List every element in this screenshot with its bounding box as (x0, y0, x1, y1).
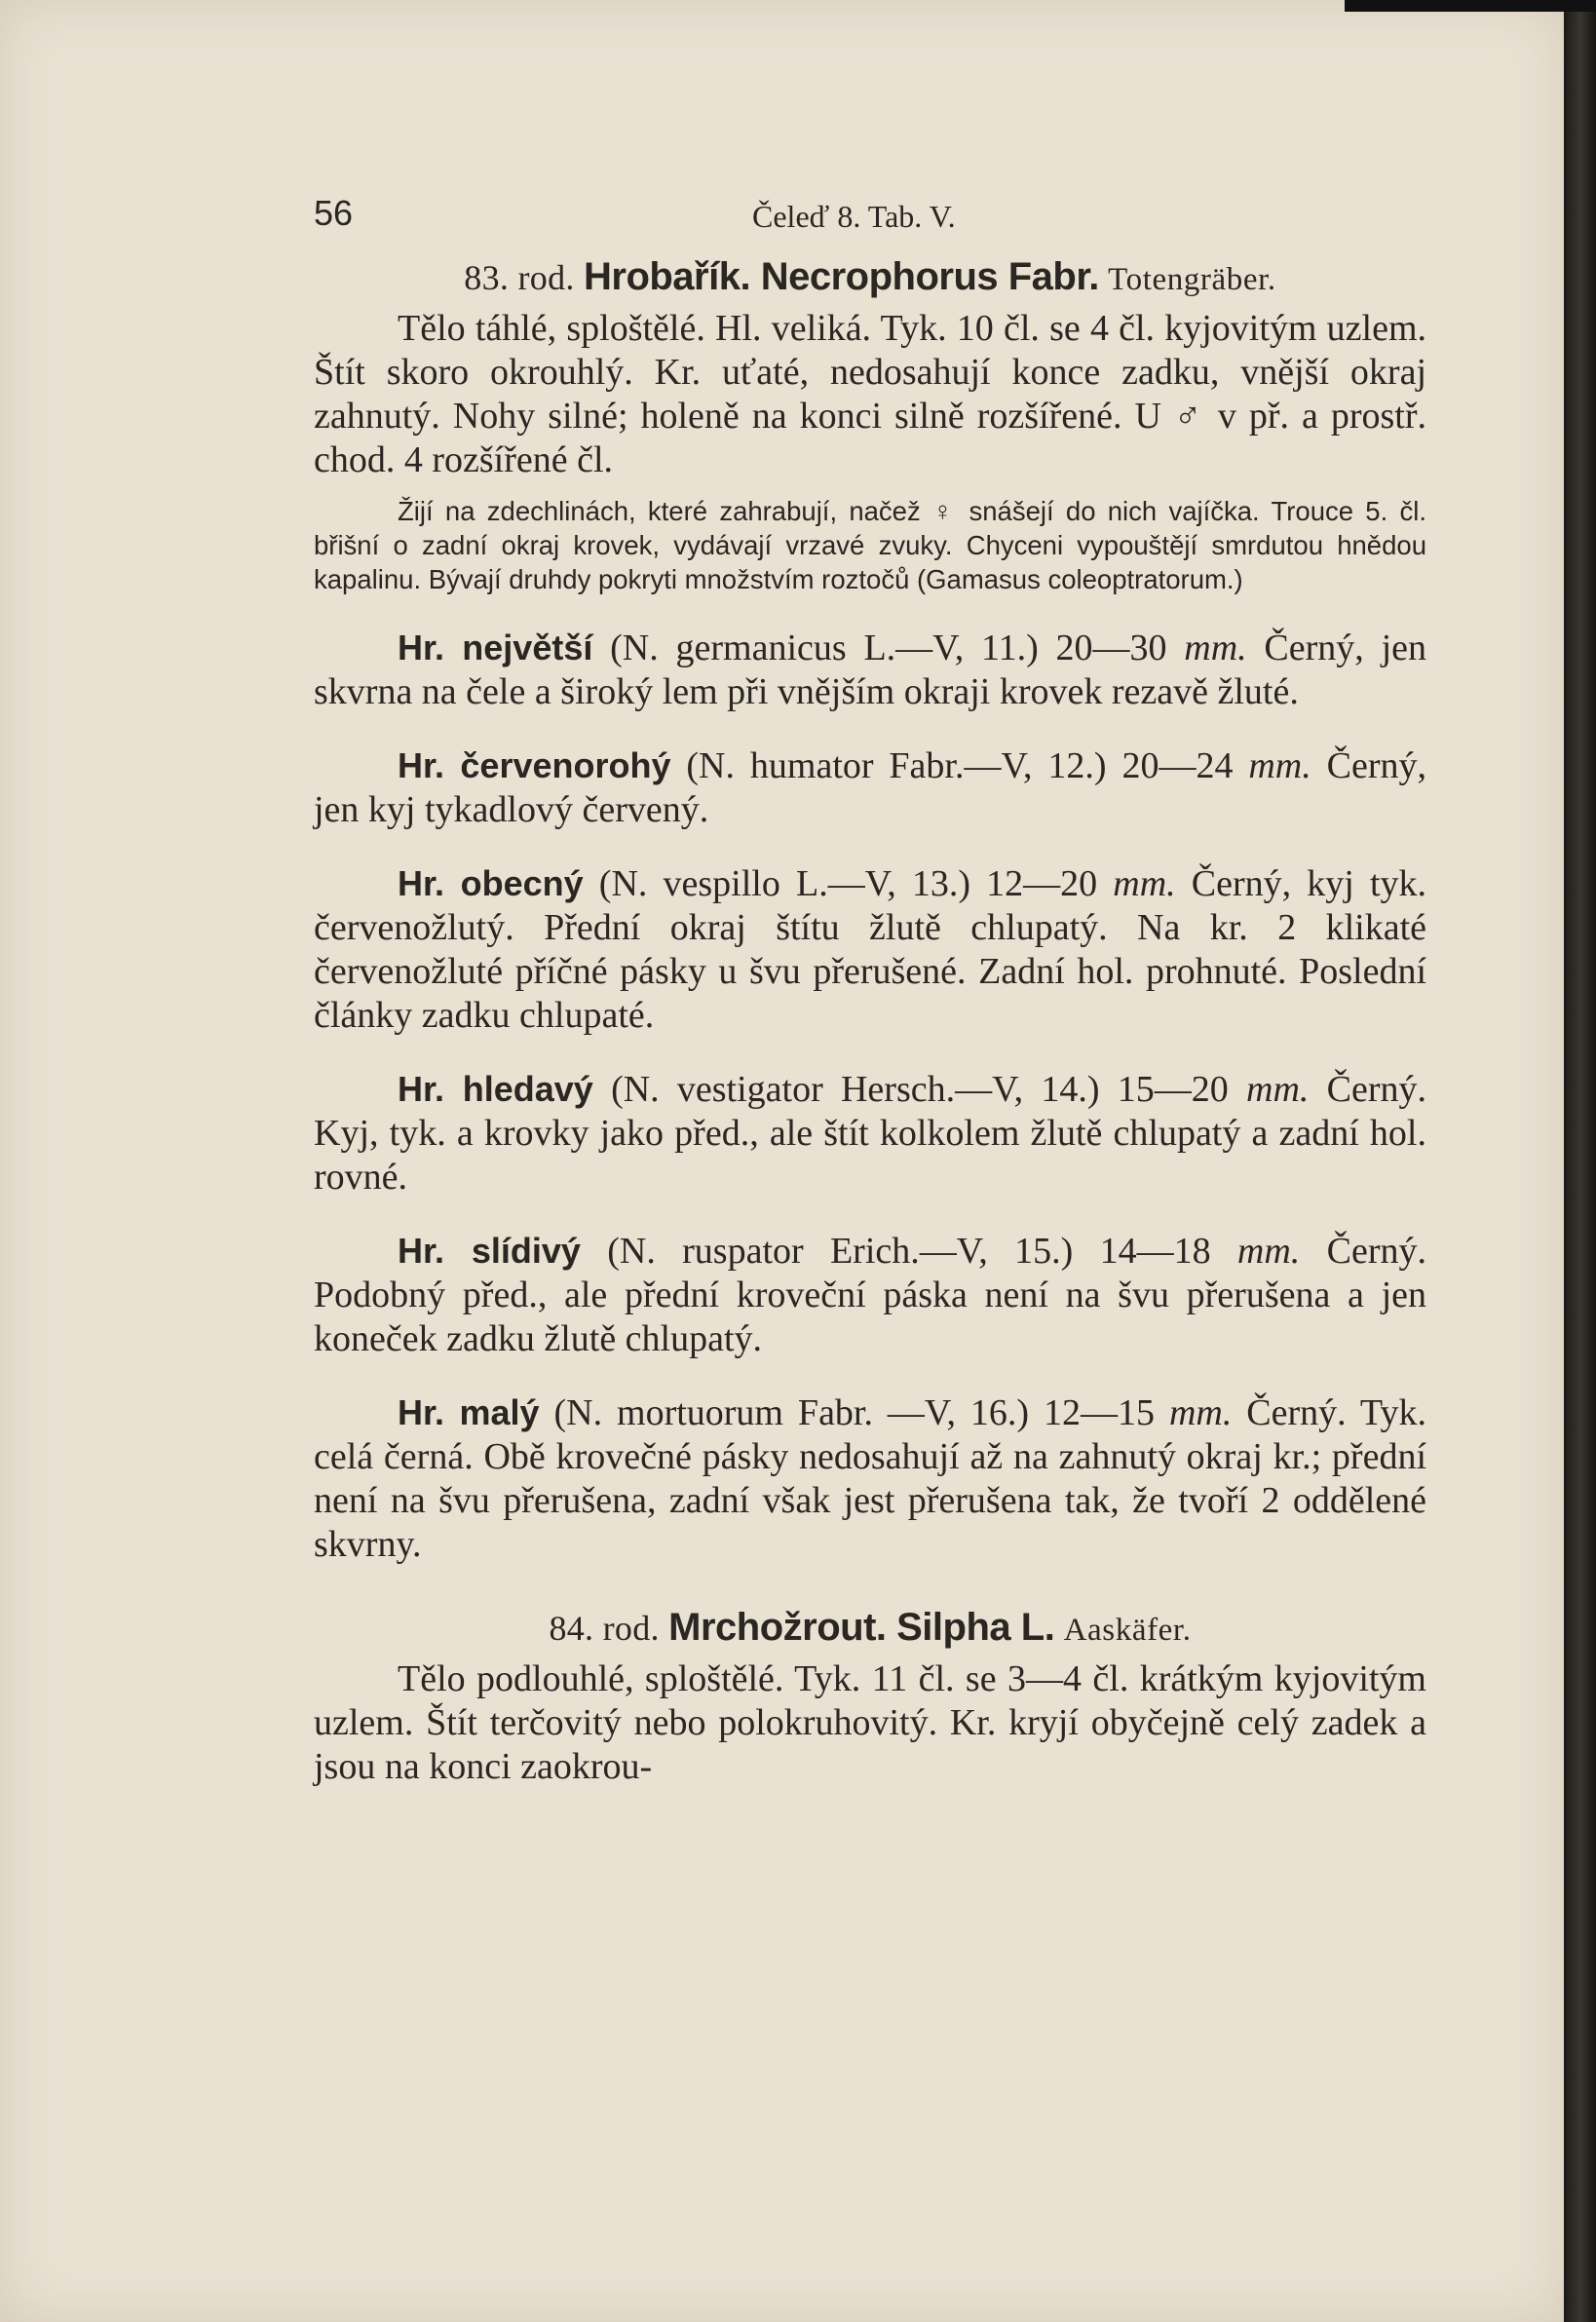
genus-84-heading (314, 1606, 1426, 1650)
species-unit: mm. (1248, 745, 1311, 786)
genus-84-name: Mrchožrout. Silpha L. (668, 1606, 1055, 1649)
running-head: Čeleď 8. Tab. V. (752, 199, 956, 234)
species-unit: mm. (1184, 628, 1247, 668)
species-entry (314, 1390, 1426, 1567)
book-edge (1564, 0, 1596, 2322)
page-number: 56 (314, 193, 354, 233)
species-latin: (N. ruspator Erich.—V, 15.) 14—18 (580, 1231, 1237, 1272)
species-name: Hr. malý (398, 1392, 540, 1432)
species-latin: (N. germanicus L.—V, 11.) 20—30 (592, 628, 1185, 668)
species-unit: mm. (1113, 863, 1176, 904)
species-name: Hr. červenorohý (398, 745, 671, 785)
species-latin: (N. vestigator Hersch.—V, 14.) 15—20 (592, 1069, 1246, 1110)
species-name: Hr. slídivý (398, 1231, 581, 1271)
page-header (314, 146, 1426, 234)
species-unit: mm. (1236, 1231, 1301, 1272)
genus-83-german: Totengräber. (1108, 262, 1276, 297)
species-description: Černý. Kyj, tyk. a krovky jako před., ale štít kolkolem žlutě chlupatý a zadní hol. rovné. (314, 1069, 1426, 1198)
species-name: Hr. obecný (398, 863, 584, 903)
genus-83-number: 83. rod. (464, 258, 575, 297)
scan-border (1345, 0, 1596, 12)
page-content (314, 146, 1426, 1789)
species-description: Černý. Podobný před., ale přední kroveční páska není na švu přerušena a jen koneček zadku žlutě chlupatý. (314, 1231, 1426, 1359)
species-entry (314, 1067, 1426, 1199)
genus-84-german: Aaskäfer. (1063, 1613, 1192, 1648)
species-entry (314, 626, 1426, 714)
species-latin: (N. vespillo L.—V, 13.) 12—20 (583, 863, 1114, 904)
species-description: Černý, kyj tyk. červenožlutý. Přední okraj štítu žlutě chlupatý. Na kr. 2 klikaté červenožluté příčné pásky u švu přerušené. Zadní hol. prohnuté. Poslední články zadku chlupaté. (314, 863, 1427, 1036)
genus-83-heading (314, 255, 1426, 299)
genus-83-biology: Žijí na zdechlinách, které zahrabují, načež ♀ snášejí do nich vajíčka. Trouce 5. čl. břišní o zadní okraj krovek, vydávají vrzavé zvuky. Chyceni vypouštějí smrdutou hnědou kapalinu. Bývají druhdy pokryti množstvím roztočů (Gamasus coleoptratorum.) (314, 496, 1426, 594)
species-unit: mm. (1168, 1392, 1233, 1433)
genus-84-number: 84. rod. (549, 1609, 660, 1648)
species-unit: mm. (1246, 1069, 1310, 1110)
genus-83-name: Hrobařík. Necrophorus Fabr. (583, 255, 1099, 298)
species-entry (314, 743, 1426, 832)
species-latin: (N. mortuorum Fabr. —V, 16.) 12—15 (539, 1392, 1169, 1433)
species-description: Černý. Tyk. celá černá. Obě krovečné pásky nedosahují až na zahnutý okraj kr.; přední není na švu přerušena, zadní však jest přerušena tak, že tvoří 2 oddělené skvrny. (314, 1392, 1426, 1565)
species-latin: (N. humator Fabr.—V, 12.) 20—24 (670, 745, 1249, 786)
species-description: Černý, jen kyj tykadlový červený. (314, 745, 1426, 830)
genus-83-description: Tělo táhlé, sploštělé. Hl. veliká. Tyk. 10 čl. se 4 čl. kyjovitým uzlem. Štít skoro okrouhlý. Kr. uťaté, nedosahují konce zadku, vnější okraj zahnutý. Nohy silné; holeně na konci silně rozšířené. U ♂ v př. a prostř. chod. 4 rozšířené čl. (314, 308, 1426, 480)
species-description: Černý, jen skvrna na čele a široký lem při vnějším okraji krovek rezavě žluté. (314, 628, 1426, 712)
species-name: Hr. největší (398, 628, 593, 667)
genus-84-description: Tělo podlouhlé, sploštělé. Tyk. 11 čl. se 3—4 čl. krátkým kyjovitým uzlem. Štít terčovitý nebo polokruhovitý. Kr. kryjí obyčejně celý zadek a jsou na konci zaokrou- (314, 1658, 1426, 1787)
species-entry (314, 1229, 1426, 1361)
species-name: Hr. hledavý (398, 1069, 593, 1109)
species-entry (314, 861, 1426, 1038)
